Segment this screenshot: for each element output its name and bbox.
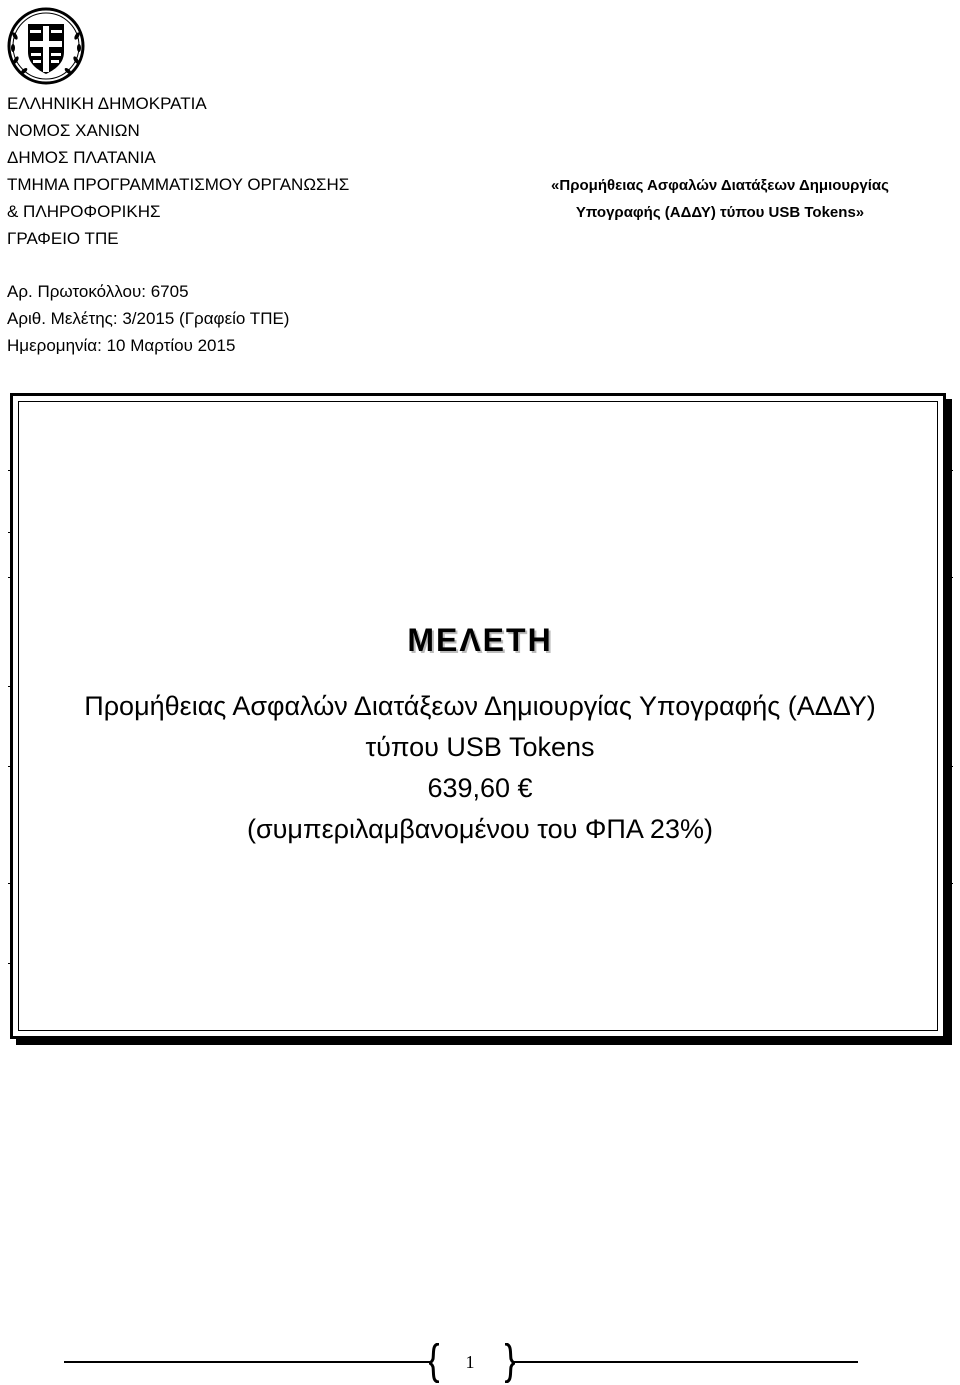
authority-line: ΓΡΑΦΕΙΟ ΤΠΕ bbox=[7, 229, 119, 248]
study-number: Αριθ. Μελέτης: 3/2015 (Γραφείο ΤΠΕ) bbox=[7, 309, 290, 328]
frame-tick bbox=[950, 883, 953, 884]
authority-line: ΔΗΜΟΣ ΠΛΑΤΑΝΙΑ bbox=[7, 148, 156, 167]
cover-title: ΜΕΛΕΤΗ bbox=[407, 622, 553, 658]
greek-emblem-icon bbox=[6, 6, 86, 86]
frame-tick bbox=[950, 470, 953, 471]
project-title-line: Υπογραφής (ΑΔΔΥ) τύπου USB Tokens» bbox=[575, 204, 865, 221]
project-title-line: «Προμήθειας Ασφαλών Διατάξεων Δημιουργίας bbox=[551, 177, 889, 194]
protocol-number: Αρ. Πρωτοκόλλου: 6705 bbox=[7, 282, 189, 301]
subject-line: τύπου USB Tokens bbox=[365, 732, 595, 762]
frame-tick bbox=[8, 963, 11, 964]
frame-tick bbox=[8, 470, 11, 471]
frame-tick bbox=[8, 883, 11, 884]
authority-line: ΝΟΜΟΣ ΧΑΝΙΩΝ bbox=[7, 121, 140, 140]
subject-line: Προμήθειας Ασφαλών Διατάξεων Δημιουργίας Υπογραφής (ΑΔΔΥ) bbox=[84, 691, 876, 721]
footer-rule-left bbox=[64, 1361, 430, 1363]
footer-rule-right bbox=[512, 1361, 858, 1363]
frame-tick bbox=[950, 577, 953, 578]
vat-note: (συμπεριλαμβανομένου του ΦΠΑ 23%) bbox=[247, 814, 713, 844]
frame-tick bbox=[8, 532, 11, 533]
cover-subject bbox=[0, 686, 960, 850]
project-title-block bbox=[480, 172, 960, 226]
left-brace-icon bbox=[428, 1343, 440, 1383]
issuing-authority-block bbox=[7, 90, 349, 252]
authority-line: ΕΛΛΗΝΙΚΗ ΔΗΜΟΚΡΑΤΙΑ bbox=[7, 94, 207, 113]
authority-line: & ΠΛΗΡΟΦΟΡΙΚΗΣ bbox=[7, 202, 161, 221]
right-brace-icon bbox=[504, 1343, 516, 1383]
budget-amount: 639,60 € bbox=[427, 773, 533, 803]
authority-line: ΤΜΗΜΑ ΠΡΟΓΡΑΜΜΑΤΙΣΜΟΥ ΟΡΓΑΝΩΣΗΣ bbox=[7, 175, 350, 194]
frame-tick bbox=[8, 577, 11, 578]
page-number: 1 bbox=[465, 1352, 475, 1372]
document-meta bbox=[7, 278, 289, 359]
document-date: Ημερομηνία: 10 Μαρτίου 2015 bbox=[7, 336, 236, 355]
